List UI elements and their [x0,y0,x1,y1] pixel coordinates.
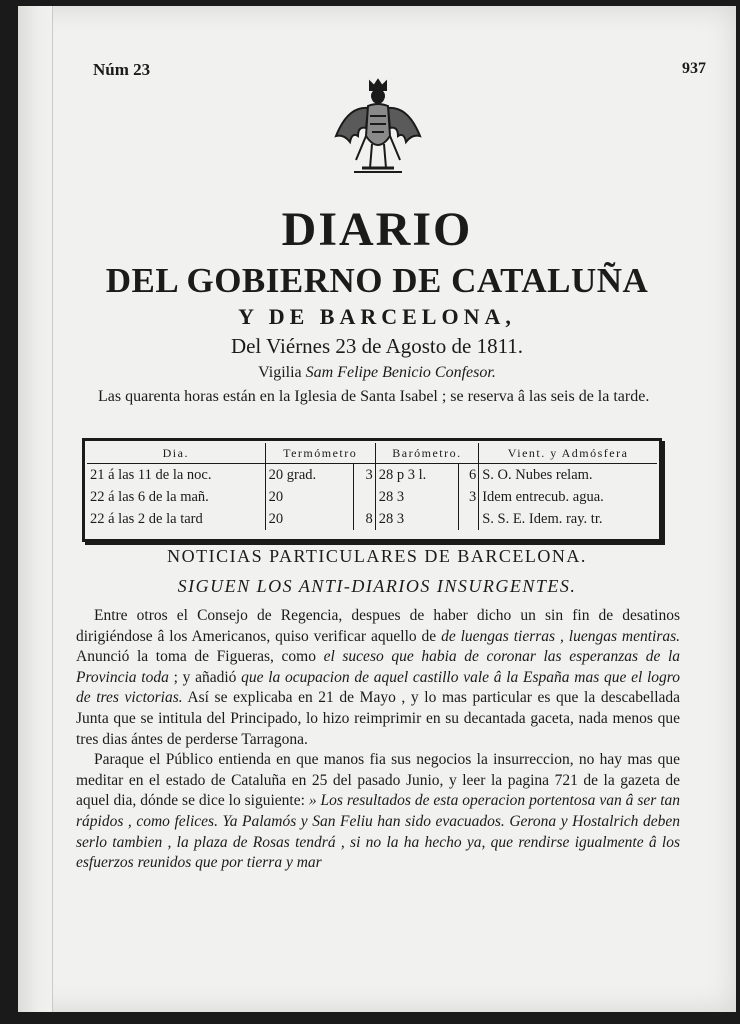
vigilia-prefix: Vigilia [258,364,302,381]
cell-viento: S. O. Nubes relam. [479,464,657,487]
header-barometro: Barómetro. [375,443,478,464]
vigilia-saint: Sam Felipe Benicio Confesor. [305,364,496,381]
page-binding [18,6,53,1012]
cell-baro: 28 3 [375,508,458,530]
page-number: 937 [682,60,706,77]
issue-number: Núm 23 [93,60,151,79]
masthead-subtitle: DEL GOBIERNO DE CATALUÑA [105,261,649,300]
masthead-title: DIARIO [281,203,473,256]
header-dia: Dia. [87,443,265,464]
vigilia-line [18,364,736,382]
cell-baro-frac: 3 [458,486,478,508]
cell-termo: 20 grad. [265,464,354,487]
cell-termo-frac [354,486,376,508]
cell-baro-frac: 6 [458,464,478,487]
issue-date: Del Viérnes 23 de Agosto de 1811. [230,334,524,358]
cell-termo-frac: 3 [354,464,376,487]
cell-termo: 20 [265,508,354,530]
cell-termo: 20 [265,486,354,508]
cell-dia: 22 á las 2 de la tard [90,510,203,527]
crowned-eagle-icon [328,76,428,196]
cell-dia: 22 á las 6 de la mañ. [90,488,209,505]
cell-baro: 28 p 3 l. [375,464,458,487]
cuarenta-horas-notice: Las quarenta horas están en la Iglesia de Santa Isabel ; se reserva â las seis de la tarde. [98,388,650,405]
section-subheading: SIGUEN LOS ANTI-DIARIOS INSURGENTES. [177,576,577,596]
header-viento: Vient. y Admósfera [479,443,657,464]
cell-viento: S. S. E. Idem. ray. tr. [479,508,657,530]
cell-termo-frac: 8 [354,508,376,530]
cell-viento: Idem entrecub. agua. [479,486,657,508]
table-row [87,486,657,508]
article-paragraph-2: Paraque el Público entienda en que manos fia sus negocios la insurreccion, no hay mas que meditar en el estado de Cataluña en 25 del pasado Junio, y leer la pagina 721 de la gazeta de aquel dia, dónde se dice lo siguiente: » Los resultados de esta operacion portentosa van â ser tan rápidos , como felices. Ya Palamós y San Feliu han sido evacuados. Gerona y Hostalrich deben serlo tambien , la plaza de Rosas tendrá , si no la ha hecho ya, que rendirse igualmente â los esfuerzos reunidos que por tierra y mar [76,751,681,872]
article-body [76,606,680,874]
cell-baro: 28 3 [375,486,458,508]
section-heading: NOTICIAS PARTICULARES DE BARCELONA. [167,546,587,566]
table-row [87,508,657,530]
header-termometro: Termómetro [265,443,375,464]
masthead-subtitle-2: Y DE BARCELONA, [238,304,516,329]
article-paragraph-1: Entre otros el Consejo de Regencia, despues de haber dicho un sin fin de desatinos dirigiéndose â los Americanos, quiso verificar aquello de de luengas tierras , luengas mentiras. Anunció la toma de Figueras, como el suceso que habia de coronar las esperanzas de la Provincia toda ; y añadió que la ocupacion de aquel castillo vale â la España mas que el logro de tres victorias. Así se explicaba en 21 de Mayo , y lo mas particular es que la descabellada Junta que se intitula del Principado, lo hizo reimprimir en su decantada gaceta, nada menos que tres dias ántes de perderse Tarragona. [76,607,681,748]
newspaper-page [18,6,736,1012]
cell-baro-frac [458,508,478,530]
weather-table [82,438,662,542]
table-row [87,464,657,487]
cell-dia: 21 á las 11 de la noc. [90,466,212,483]
